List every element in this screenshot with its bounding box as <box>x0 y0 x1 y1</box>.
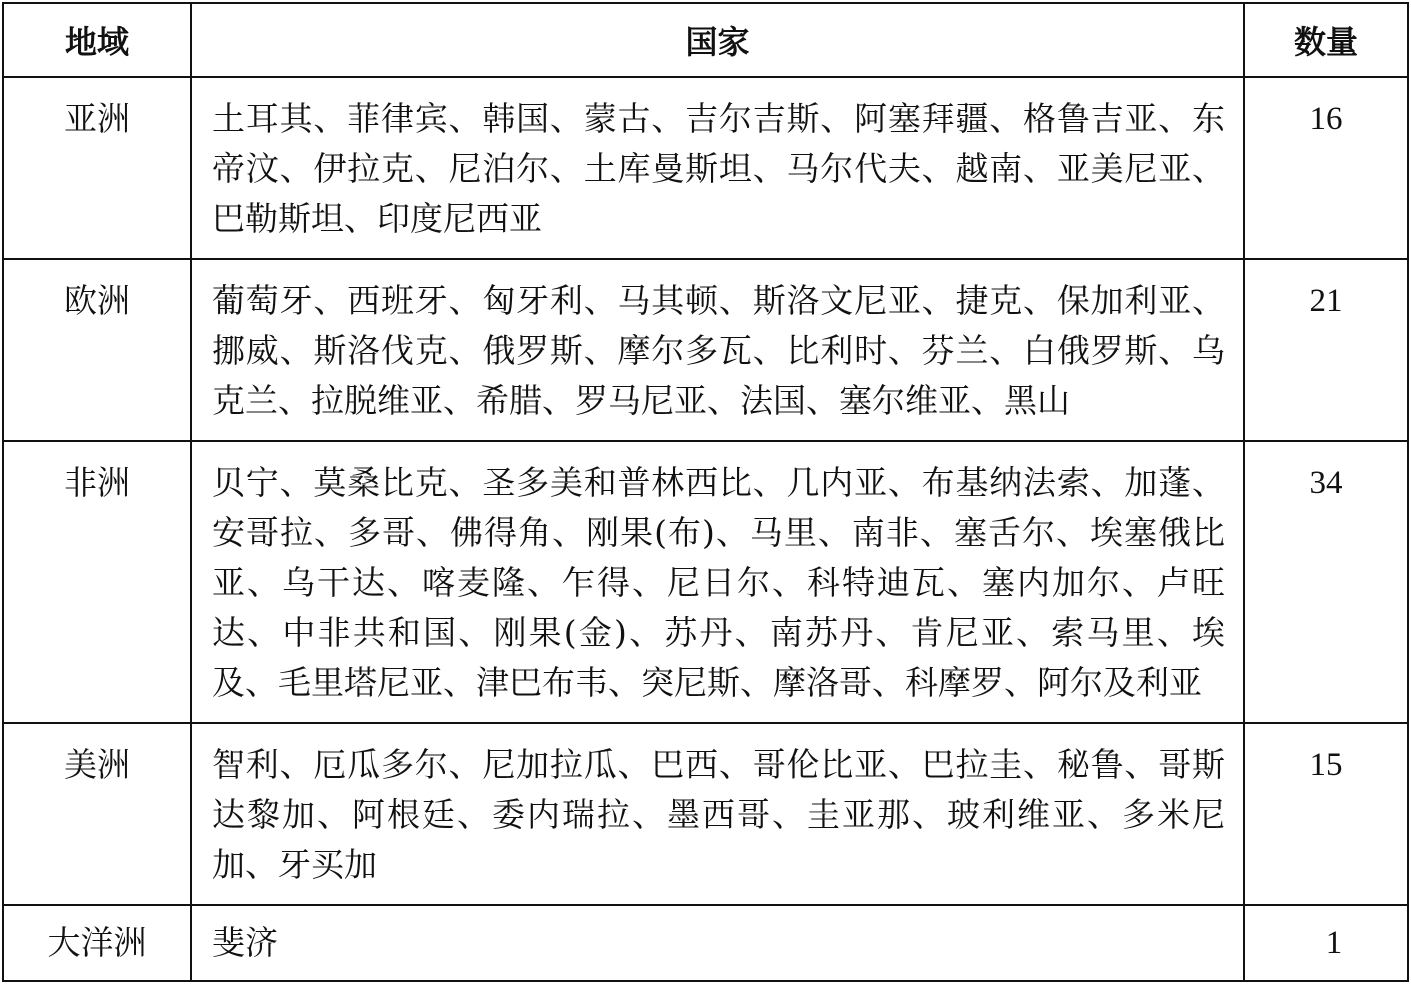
table-row <box>3 723 1408 905</box>
count-cell: 15 <box>1244 723 1408 905</box>
table-row <box>3 441 1408 723</box>
table-header-row <box>3 3 1408 77</box>
region-cell: 美洲 <box>3 723 191 905</box>
region-cell: 亚洲 <box>3 77 191 259</box>
region-cell: 欧洲 <box>3 259 191 441</box>
header-count: 数量 <box>1244 3 1408 77</box>
region-cell: 大洋洲 <box>3 905 191 981</box>
table-row <box>3 77 1408 259</box>
count-cell: 21 <box>1244 259 1408 441</box>
region-cell: 非洲 <box>3 441 191 723</box>
table-row <box>3 905 1408 981</box>
count-cell: 34 <box>1244 441 1408 723</box>
region-country-table <box>2 2 1409 982</box>
countries-cell: 贝宁、莫桑比克、圣多美和普林西比、几内亚、布基纳法索、加蓬、安哥拉、多哥、佛得角、刚果(布)、马里、南非、塞舌尔、埃塞俄比亚、乌干达、喀麦隆、乍得、尼日尔、科特迪瓦、塞内加尔、卢旺达、中非共和国、刚果(金)、苏丹、南苏丹、肯尼亚、索马里、埃及、毛里塔尼亚、津巴布韦、突尼斯、摩洛哥、科摩罗、阿尔及利亚 <box>191 441 1244 723</box>
countries-cell: 斐济 <box>191 905 1244 981</box>
table-row <box>3 259 1408 441</box>
countries-cell: 土耳其、菲律宾、韩国、蒙古、吉尔吉斯、阿塞拜疆、格鲁吉亚、东帝汶、伊拉克、尼泊尔、土库曼斯坦、马尔代夫、越南、亚美尼亚、巴勒斯坦、印度尼西亚 <box>191 77 1244 259</box>
header-countries: 国家 <box>191 3 1244 77</box>
header-region: 地域 <box>3 3 191 77</box>
count-cell: 16 <box>1244 77 1408 259</box>
countries-cell: 智利、厄瓜多尔、尼加拉瓜、巴西、哥伦比亚、巴拉圭、秘鲁、哥斯达黎加、阿根廷、委内瑞拉、墨西哥、圭亚那、玻利维亚、多米尼加、牙买加 <box>191 723 1244 905</box>
count-cell: 1 <box>1244 905 1408 981</box>
countries-cell: 葡萄牙、西班牙、匈牙利、马其顿、斯洛文尼亚、捷克、保加利亚、挪威、斯洛伐克、俄罗斯、摩尔多瓦、比利时、芬兰、白俄罗斯、乌克兰、拉脱维亚、希腊、罗马尼亚、法国、塞尔维亚、黑山 <box>191 259 1244 441</box>
